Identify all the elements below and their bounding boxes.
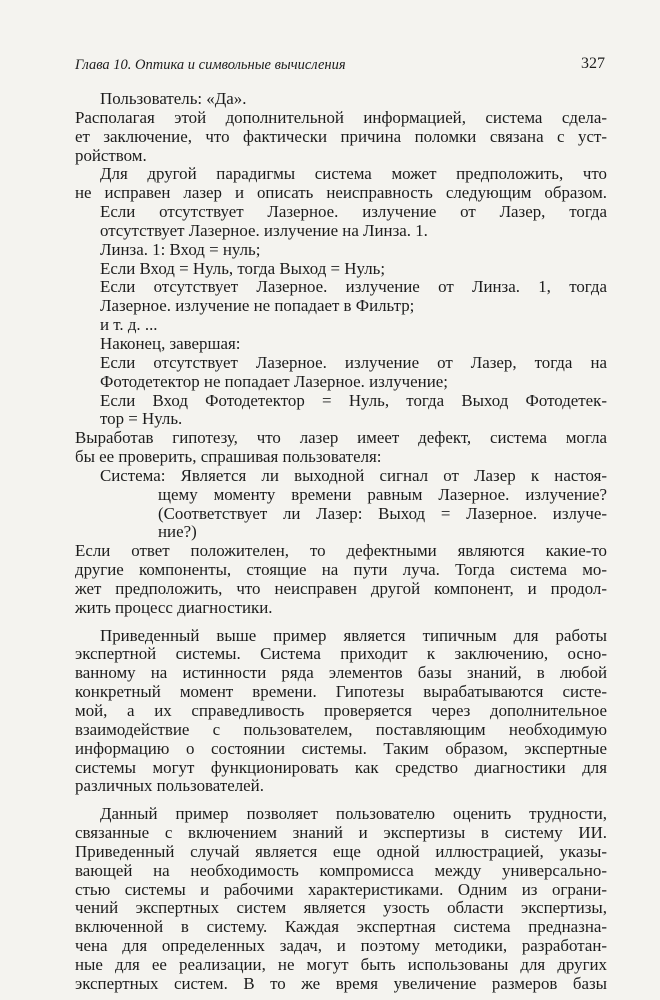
text-line: и т. д. ... bbox=[100, 315, 158, 335]
text-line: ние?) bbox=[158, 522, 197, 542]
text-line: Система: Является ли выходной сигнал от Лазер к настоя- bbox=[100, 465, 607, 485]
text-line: Если Вход = Нуль, тогда Выход = Нуль; bbox=[100, 258, 386, 278]
text-line: щему моменту времени равным Лазерное. излучение? bbox=[158, 484, 607, 504]
text-line: Если отсутствует Лазерное. излучение от Линза. 1, тогда bbox=[100, 277, 607, 297]
text-line: экспертных систем. В то же время увеличение размеров базы bbox=[75, 973, 607, 993]
text-line: ванному на истинности ряда элементов базы знаний, в любой bbox=[75, 663, 607, 683]
text-line: конкретный момент времени. Гипотезы вырабатываются систе- bbox=[75, 682, 607, 702]
text-line: Для другой парадигмы система может предположить, что bbox=[100, 164, 607, 184]
text-line: мой, а их справедливость проверяется через дополнительное bbox=[75, 701, 607, 720]
text-line: Линза. 1: Вход = нуль; bbox=[100, 239, 261, 259]
text-line: жет предположить, что неисправен другой компонент, и продол- bbox=[75, 578, 607, 598]
text-line: системы могут функционировать как средство диагностики для bbox=[75, 757, 607, 777]
text-line: Если Вход Фотодетектор = Нуль, тогда Выход Фотодетек- bbox=[100, 390, 607, 410]
text-line: Если отсутствует Лазерное. излучение от Лазер, тогда bbox=[100, 202, 607, 222]
text-line: бы ее проверить, спрашивая пользователя: bbox=[75, 447, 382, 467]
text-line: включенной в систему. Каждая экспертная система предназна- bbox=[75, 917, 607, 937]
text-line: другие компоненты, стоящие на пути луча. Тогда система мо- bbox=[75, 560, 607, 580]
text-line: различных пользователей. bbox=[75, 776, 264, 796]
running-title: Глава 10. Оптика и символьные вычисления bbox=[75, 57, 346, 73]
text-line: Приведенный выше пример является типичным для работы bbox=[100, 625, 607, 645]
text-line: информацию о состоянии системы. Таким образом, экспертные bbox=[75, 738, 607, 758]
text-line: Если ответ положителен, то дефектными являются какие-то bbox=[75, 541, 607, 561]
text-line: ройством. bbox=[75, 145, 147, 165]
text-line: Фотодетектор не попадает Лазерное. излучение; bbox=[100, 371, 448, 391]
text-line: (Соответствует ли Лазер: Выход = Лазерное. излуче- bbox=[158, 503, 607, 523]
text-line: Наконец, завершая: bbox=[100, 333, 241, 353]
text-line: отсутствует Лазерное. излучение на Линза. 1. bbox=[100, 220, 428, 240]
page-number: 327 bbox=[581, 55, 605, 72]
text-line: Лазерное. излучение не попадает в Фильтр; bbox=[100, 296, 415, 316]
text-line: вающей на необходимость компромисса между универсально- bbox=[75, 860, 607, 880]
text-line: чений экспертных систем является узость области экспертизы, bbox=[75, 898, 607, 918]
text-line: не исправен лазер и описать неисправность следующим образом. bbox=[75, 183, 607, 203]
text-line: жить процесс диагностики. bbox=[75, 597, 273, 617]
text-line: Выработав гипотезу, что лазер имеет дефект, система могла bbox=[75, 428, 607, 448]
text-line: экспертной системы. Система приходит к заключению, осно- bbox=[75, 644, 607, 664]
text-line: Если отсутствует Лазерное. излучение от Лазер, тогда на bbox=[100, 352, 607, 372]
text-line: Данный пример позволяет пользователю оценить трудности, bbox=[100, 804, 607, 824]
body-text bbox=[75, 90, 607, 994]
text-line: Пользователь: «Да». bbox=[100, 89, 247, 108]
text-line: Располагая этой дополнительной информацией, система сдела- bbox=[75, 107, 607, 127]
page-header bbox=[75, 57, 605, 74]
text-line: стью системы и рабочими характеристиками. Одним из ограни- bbox=[75, 879, 607, 899]
text-line: ет заключение, что фактически причина поломки связана с уст- bbox=[75, 126, 607, 146]
text-line: ные для ее реализации, не могут быть использованы для других bbox=[75, 954, 607, 974]
text-line: тор = Нуль. bbox=[100, 409, 183, 429]
text-line: взаимодействие с пользователем, поставляющим необходимую bbox=[75, 719, 607, 739]
text-line: чена для определенных задач, и поэтому методики, разработан- bbox=[75, 936, 607, 956]
text-line: связанные с включением знаний и экспертизы в систему ИИ. bbox=[75, 823, 607, 843]
text-line: Приведенный случай является еще одной иллюстрацией, указы- bbox=[75, 841, 607, 861]
